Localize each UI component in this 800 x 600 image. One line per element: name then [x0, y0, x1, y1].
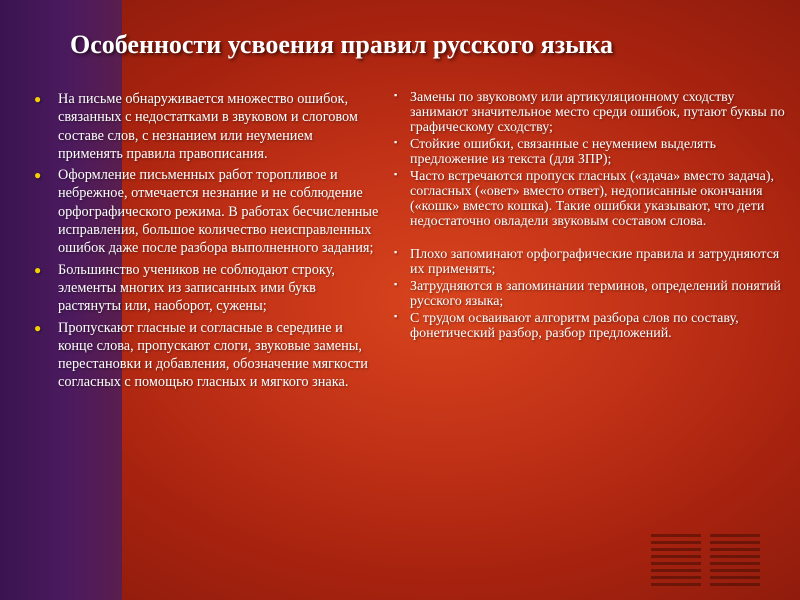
bullet-icon: ▪: [394, 90, 398, 100]
left-item: [34, 90, 379, 163]
decorative-stripes: [710, 534, 760, 590]
bullet-icon: ●: [34, 320, 42, 335]
left-item: [34, 261, 379, 316]
right-item-text: Стойкие ошибки, связанные с неумением выделять предложение из текста (для ЗПР);: [410, 137, 717, 167]
left-item-text: Пропускают гласные и согласные в середине и конце слова, пропускают слоги, звуковые замены, перестановки и добавления, обозначение мягкости согласных с помощью гласных и мягкого знака.: [58, 319, 368, 391]
bullet-icon: ▪: [394, 311, 398, 321]
right-item: [394, 279, 786, 309]
bullet-icon: ●: [34, 92, 42, 106]
bullet-icon: ●: [34, 262, 42, 277]
bullet-icon: ▪: [394, 279, 398, 289]
bullet-icon: ▪: [394, 137, 398, 147]
right-item: [394, 90, 786, 135]
left-item: [34, 319, 379, 392]
bullet-icon: ▪: [394, 169, 398, 179]
right-item-text: Затрудняются в запоминании терминов, определений понятий русского языка;: [410, 279, 781, 309]
bullet-icon: ▪: [394, 247, 398, 257]
right-item-text: Замены по звуковому или артикуляционному сходству занимают значительное место среди ошибок, путают буквы по графическому сходству;: [410, 90, 785, 135]
left-item-text: На письме обнаруживается множество ошибок, связанных с недостатками в звуковом и слоговом составе слов, с незнанием или неумением применять правила правописания.: [58, 91, 358, 162]
right-item-text: Часто встречаются пропуск гласных («здача» вместо задача), согласных («овет» вместо ответ), недописанные окончания («кошк» вместо кошка). Такие ошибки указывают, что дети недостаточно овладели звуковым составом слова.: [410, 169, 775, 229]
left-column: [34, 90, 379, 395]
right-column: [394, 90, 786, 343]
left-item-text: Большинство учеников не соблюдают строку, элементы многих из записанных ими букв растянуты или, наоборот, сужены;: [58, 261, 335, 315]
right-item: [394, 311, 786, 341]
right-item: [394, 169, 786, 229]
left-item: [34, 166, 379, 257]
slide-title: Особенности усвоения правил русского языка: [70, 30, 614, 59]
bullet-icon: ●: [34, 168, 42, 183]
right-item-text: Плохо запоминают орфографические правила и затрудняются их применять;: [410, 247, 780, 277]
left-item-text: Оформление письменных работ торопливое и небрежное, отмечается незнание и не соблюдение орфографического режима. В работах бесчисленные исправления, большое количество неисправленных ошибок даже после разбора выполненного задания;: [58, 167, 379, 257]
decorative-stripes: [651, 534, 701, 590]
right-item: [394, 247, 786, 277]
right-item: [394, 137, 786, 167]
right-item-text: С трудом осваивают алгоритм разбора слов по составу, фонетический разбор, разбор предложений.: [410, 311, 739, 341]
